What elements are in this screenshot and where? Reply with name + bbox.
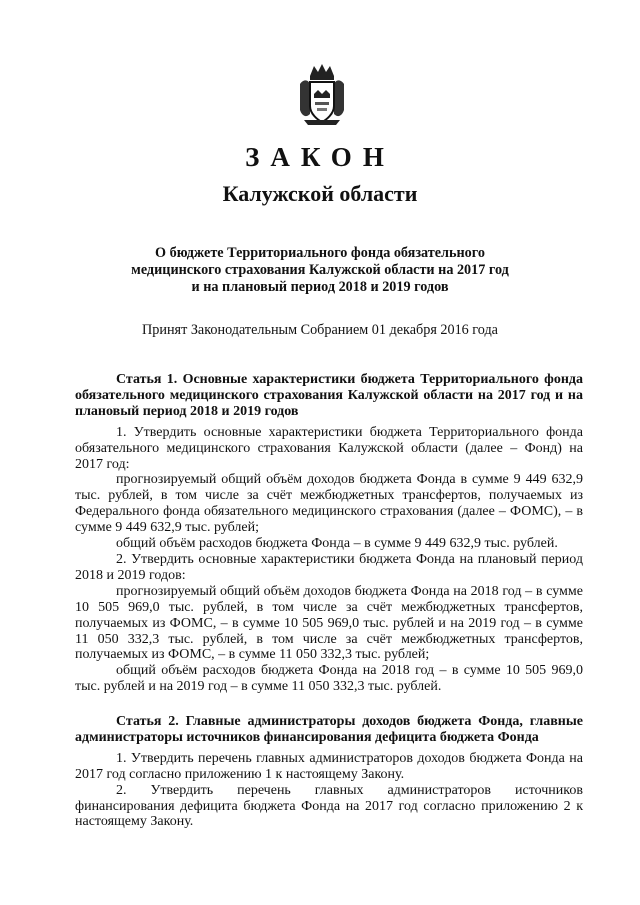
heading-line: О бюджете Территориального фонда обязательного bbox=[155, 245, 485, 261]
article-paragraph: 1. Утвердить основные характеристики бюджета Территориального фонда обязательного медицинского страхования Калужской области (далее – Фонд) на 2017 год: bbox=[75, 424, 583, 472]
heading-line: медицинского страхования Калужской области на 2017 год bbox=[131, 262, 509, 278]
law-region: Калужской области bbox=[222, 181, 418, 206]
coat-of-arms-icon bbox=[296, 62, 348, 126]
article-paragraph: 2. Утвердить перечень главных администраторов источников финансирования дефицита бюджета Фонда на 2017 год согласно приложению 2 к настоящему Закону. bbox=[75, 782, 583, 830]
article-paragraph: общий объём расходов бюджета Фонда – в сумме 9 449 632,9 тыс. рублей. bbox=[116, 536, 558, 552]
article-1-title: Статья 1. Основные характеристики бюджета Территориального фонда обязательного медицинского страхования Калужской области на 2017 год и на плановый период 2018 и 2019 годов bbox=[75, 372, 583, 419]
article-paragraph: прогнозируемый общий объём доходов бюджета Фонда в сумме 9 449 632,9 тыс. рублей, в том числе за счёт межбюджетных трансфертов, получаемых из Федерального фонда обязательного медицинского страхования (далее – ФОМС), – в сумме 9 449 632,9 тыс. рублей; bbox=[75, 472, 583, 536]
article-2-title: Статья 2. Главные администраторы доходов бюджета Фонда, главные администраторы источников финансирования дефицита бюджета Фонда bbox=[75, 714, 583, 745]
adoption-note: Принят Законодательным Собранием 01 декабря 2016 года bbox=[142, 322, 498, 338]
article-2 bbox=[75, 714, 583, 830]
heading-line: и на плановый период 2018 и 2019 годов bbox=[191, 279, 449, 295]
article-paragraph: прогнозируемый общий объём доходов бюджета Фонда на 2018 год – в сумме 10 505 969,0 тыс. рублей, в том числе за счёт межбюджетных трансфертов, получаемых из ФОМС, – в сумме 10 505 969,0 тыс. рублей и на 2019 год – в сумме 11 050 332,3 тыс. рублей, в том числе за счёт межбюджетных трансфертов, получаемых из ФОМС, – в сумме 11 050 332,3 тыс. рублей; bbox=[75, 583, 583, 663]
article-1 bbox=[75, 372, 583, 695]
law-title: ЗАКОН bbox=[245, 142, 395, 172]
article-paragraph: 1. Утвердить перечень главных администраторов доходов бюджета Фонда на 2017 год согласно приложению 1 к настоящему Закону. bbox=[75, 750, 583, 782]
law-heading bbox=[0, 245, 640, 296]
article-paragraph: 2. Утвердить основные характеристики бюджета Фонда на плановый период 2018 и 2019 годов: bbox=[75, 551, 583, 583]
article-paragraph: общий объём расходов бюджета Фонда на 2018 год – в сумме 10 505 969,0 тыс. рублей и на 2019 год – в сумме 11 050 332,3 тыс. рублей. bbox=[75, 663, 583, 695]
